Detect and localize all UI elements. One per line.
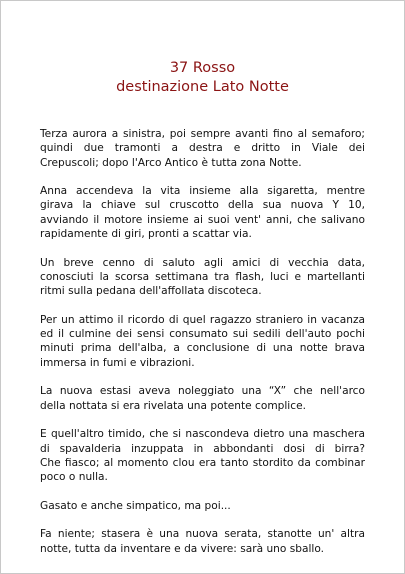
text-line: girava la chiave sul cruscotto della sua nuova Y 10, [40, 199, 365, 212]
text-line: Fa niente; stasera è una nuova serata, stanotte un' altra [40, 528, 365, 541]
paragraph [40, 256, 365, 299]
text-line: Crepuscoli; dopo l'Arco Antico è tutta zona Notte. [40, 156, 302, 169]
title-block [1, 59, 404, 97]
text-line: Anna accendeva la vita insieme alla sigaretta, mentre [40, 185, 365, 198]
paragraph [40, 184, 365, 241]
text-line: ed il culmine dei sensi consumato sui sedili dell'auto pochi [40, 328, 365, 341]
text-line: E quell'altro timido, che si nascondeva dietro una maschera [40, 428, 365, 441]
paragraph [40, 384, 365, 413]
text-line: della nottata si era rivelata una potente complice. [40, 399, 306, 412]
text-line: poco o nulla. [40, 471, 108, 484]
text-line: Gasato e anche simpatico, ma poi... [40, 499, 231, 512]
text-line: immersa in fumi e vibrazioni. [40, 356, 195, 369]
title-subtitle: destinazione Lato Notte [116, 79, 289, 95]
paragraph [40, 499, 365, 513]
text-line: quindi due tramonti a destra e dritto in Viale dei [40, 142, 365, 155]
text-line: ritmi sulla pedana dell'affollata discoteca. [40, 285, 262, 298]
text-line: rapidamente di giri, pronti a scattar via. [40, 228, 252, 241]
paragraph [40, 427, 365, 484]
text-line: Che fiasco; al momento clou era tanto stordito da combinar [40, 456, 365, 469]
text-line: conosciuti la scorsa settimana tra flash, luci e martellanti [40, 270, 365, 283]
title-number: 37 Rosso [169, 60, 236, 76]
body-text [40, 127, 365, 570]
text-line: La nuova estasi aveva noleggiato una “X” che nell'arco [40, 385, 365, 398]
text-line: di spavalderia inzuppata in abbondanti dosi di birra? [40, 442, 365, 455]
paragraph [40, 127, 365, 170]
text-line: Terza aurora a sinistra, poi sempre avanti fino al semaforo; [40, 128, 365, 140]
text-line: notte, tutta da inventare e da vivere: sarà uno sballo. [40, 542, 325, 555]
paragraph [40, 313, 365, 370]
text-line: Un breve cenno di saluto agli amici di vecchia data, [40, 256, 365, 269]
text-line: minuti prima dell'alba, a conclusione di una notte brava [40, 342, 365, 355]
paragraph [40, 527, 365, 556]
text-line: Per un attimo il ricordo di quel ragazzo straniero in vacanza [40, 313, 365, 326]
text-line: avviando il motore insieme ai suoi vent' anni, che salivano [40, 213, 365, 226]
